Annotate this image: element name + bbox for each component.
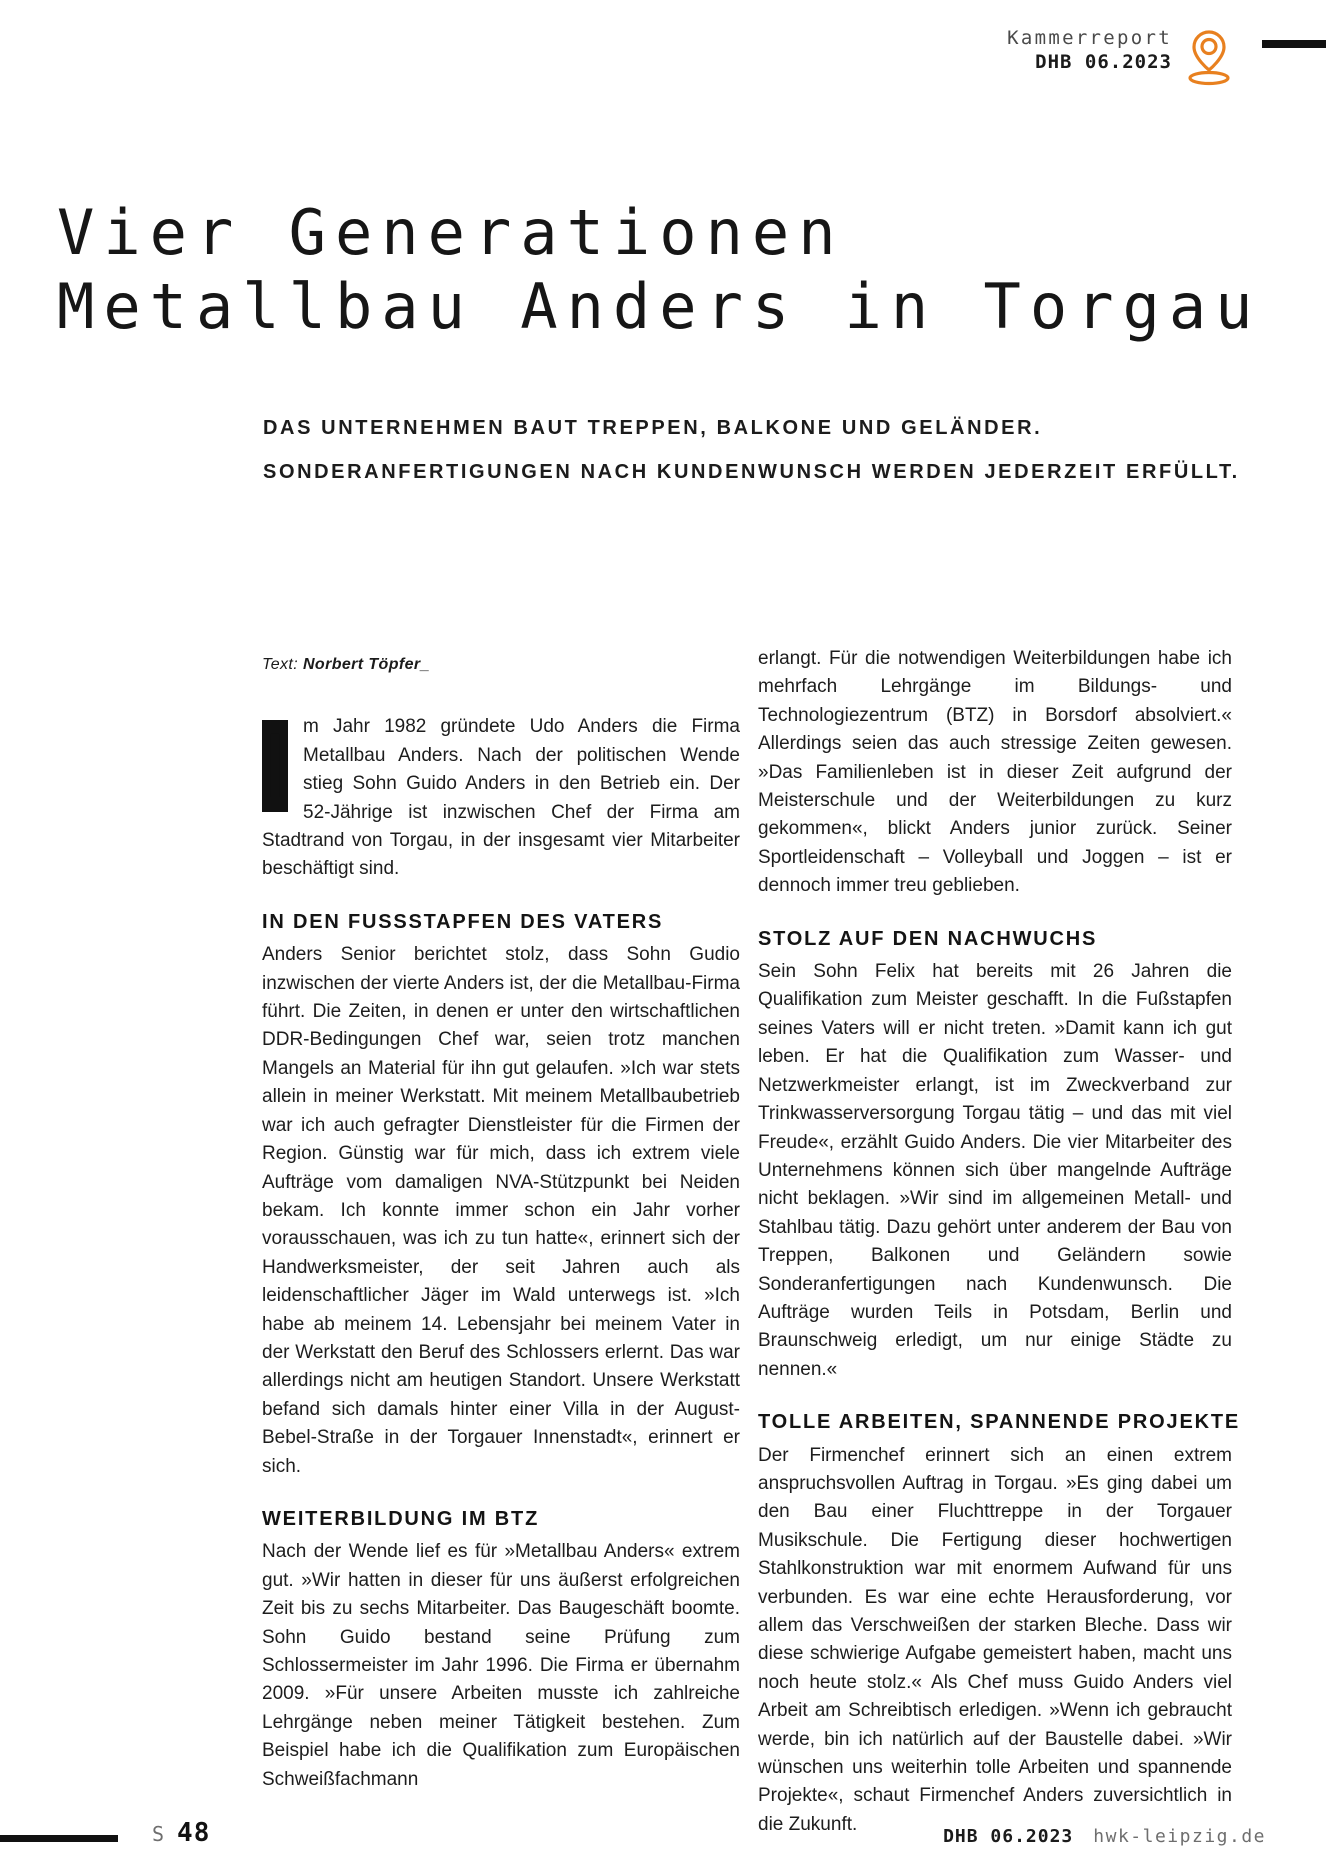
subtitle-line-1: DAS UNTERNEHMEN BAUT TREPPEN, BALKONE UND GELÄNDER. bbox=[263, 417, 1043, 439]
title-line-2: Metallbau Anders in Torgau bbox=[57, 270, 1262, 343]
page-number: 48 bbox=[177, 1818, 211, 1848]
page-header bbox=[1007, 26, 1232, 86]
footer-meta bbox=[943, 1826, 1266, 1847]
section-heading-weiterbildung: WEITERBILDUNG IM BTZ bbox=[262, 1507, 540, 1530]
paragraph-projekte: Der Firmenchef erinnert sich an einen extrem anspruchsvollen Auftrag in Torgau. »Es ging dabei um den Bau einer Fluchttreppe in der Torgauer Musikschule. Die Fertigung dieser hochwertigen Stahlkonstruktion war mit enormem Aufwand für uns verbunden. Es war eine echte Herausforderung, vor allem das Verschweißen der starken Bleche. Dass wir diese schwierige Aufgabe gemeistert haben, macht uns noch heute stolz.« Als Chef muss Guido Anders viel Arbeit am Schreibtisch erledigen. »Wenn ich gebraucht werde, bin ich natürlich auf der Baustelle dabei. »Wir wünschen uns weiterhin tolle Arbeiten und spannende Projekte«, schaut Firmenchef Anders zuversichtlich in die Zukunft. bbox=[758, 1444, 1232, 1835]
kicker-text: Kammerreport bbox=[1007, 27, 1172, 49]
section-heading-projekte: TOLLE ARBEITEN, SPANNENDE PROJEKTE bbox=[758, 1411, 1240, 1434]
subtitle bbox=[263, 406, 1240, 494]
section-heading-fussstapfen: IN DEN FUSSSTAPFEN DES VATERS bbox=[262, 910, 664, 933]
footer-issue: DHB 06.2023 bbox=[943, 1826, 1074, 1847]
paragraph-fussstapfen: Anders Senior berichtet stolz, dass Sohn Gudio inzwischen der vierte Anders ist, der die Metallbau-Firma führt. Die Zeiten, in denen er unter den wirtschaftlichen DDR-Bedingungen Chef war, seien trotz manchen Mangels an Material für ihn gut gelaufen. »Ich war stets allein in meiner Werkstatt. Mit meinem Metallbaubetrieb war ich auch gefragter Dienstleister für die Firmen der Region. Günstig war für mich, dass ich extrem viele Aufträge vom damaligen NVA-Stützpunkt bei Neiden bekam. Ich konnte immer schon ein Jahr vorher vorausschauen, was ich zu tun hatte«, erinnert sich der Handwerksmeister, der seit Jahren auch als leidenschaftlicher Jäger im Wald unterwegs ist. »Ich habe ab meinem 14. Lebensjahr bei meinem Vater in der Werkstatt den Beruf des Schlossers erlernt. Das war allerdings nicht am heutigen Standort. Unsere Werkstatt befand sich damals hinter einer Villa in der August-Bebel-Straße in der Torgauer Innenstadt«, erinnert er sich. bbox=[262, 944, 740, 1477]
page-prefix: S bbox=[152, 1822, 166, 1846]
paragraph-nachwuchs: Sein Sohn Felix hat bereits mit 26 Jahren die Qualifikation zum Meister geschafft. In die Fußstapfen seines Vaters will er nicht treten. »Damit kann ich gut leben. Er hat die Qualifikation zum Wasser- und Netzwerkmeister erlangt, ist im Zweckverband zur Trinkwasserversorgung Torgau tätig – und das mit viel Freude«, erzählt Guido Anders. Die vier Mitarbeiter des Unternehmens können sich über mangelnde Aufträge nicht beklagen. »Wir sind im allgemeinen Metall- und Stahlbau tätig. Dazu gehört unter anderem der Bau von Treppen, Balkonen und Geländern sowie Sonderanfertigungen nach Kundenwunsch. Die Aufträge wurden Teils in Potsdam, Berlin und Braunschweig erledigt, um nur einige Städte zu nennen.« bbox=[758, 961, 1232, 1380]
byline-label: Text: bbox=[262, 656, 299, 673]
subtitle-line-2: SONDERANFERTIGUNGEN NACH KUNDENWUNSCH WERDEN JEDERZEIT ERFÜLLT. bbox=[263, 461, 1240, 483]
footer-site-url: hwk-leipzig.de bbox=[1093, 1826, 1266, 1847]
footer-page bbox=[152, 1818, 210, 1848]
intro-paragraph bbox=[262, 713, 740, 883]
footer-rule bbox=[0, 1835, 118, 1842]
page-title bbox=[57, 196, 1262, 344]
title-line-1: Vier Generationen bbox=[57, 196, 845, 269]
byline bbox=[262, 651, 740, 679]
header-rule bbox=[1262, 40, 1326, 48]
article-column-left bbox=[262, 645, 740, 1794]
section-heading-nachwuchs: STOLZ AUF DEN NACHWUCHS bbox=[758, 927, 1098, 950]
paragraph-weiterbildung-continued: erlangt. Für die notwendigen Weiterbildungen habe ich mehrfach Lehrgänge im Bildungs- und Technologiezentrum (BTZ) in Borsdorf absolviert.« Allerdings seien das auch stressige Zeiten gewesen. »Das Familienleben ist in dieser Zeit aufgrund der Meisterschule und der Weiterbildungen zu kurz gekommen«, blickt Anders junior zurück. Seiner Sportleidenschaft – Volleyball und Joggen – ist er dennoch immer treu geblieben. bbox=[758, 648, 1232, 897]
drop-cap: I bbox=[262, 720, 288, 813]
byline-author: Norbert Töpfer_ bbox=[302, 656, 430, 673]
paragraph-weiterbildung: Nach der Wende lief es für »Metallbau Anders« extrem gut. »Wir hatten in dieser für uns äußerst erfolgreichen Zeit bis zu sechs Mitarbeiter. Das Baugeschäft boomte. Sohn Guido bestand seine Prüfung zum Schlossermeister im Jahr 1996. Die Firma er übernahm 2009. »Für unsere Arbeiten musste ich zahlreiche Lehrgänge neben meiner Tätigkeit bestehen. Zum Beispiel habe ich die Qualifikation zum Europäischen Schweißfachmann bbox=[262, 1541, 740, 1790]
intro-text: m Jahr 1982 gründete Udo Anders die Firma Metallbau Anders. Nach der politischen Wende stieg Sohn Guido Anders in den Betrieb ein. Der 52-Jährige ist inzwischen Chef der Firma am Stadtrand von Torgau, in der insgesamt vier Mitarbeiter beschäftigt sind. bbox=[262, 716, 740, 880]
issue-label: DHB 06.2023 bbox=[1035, 51, 1172, 73]
location-pin-icon bbox=[1186, 28, 1232, 86]
